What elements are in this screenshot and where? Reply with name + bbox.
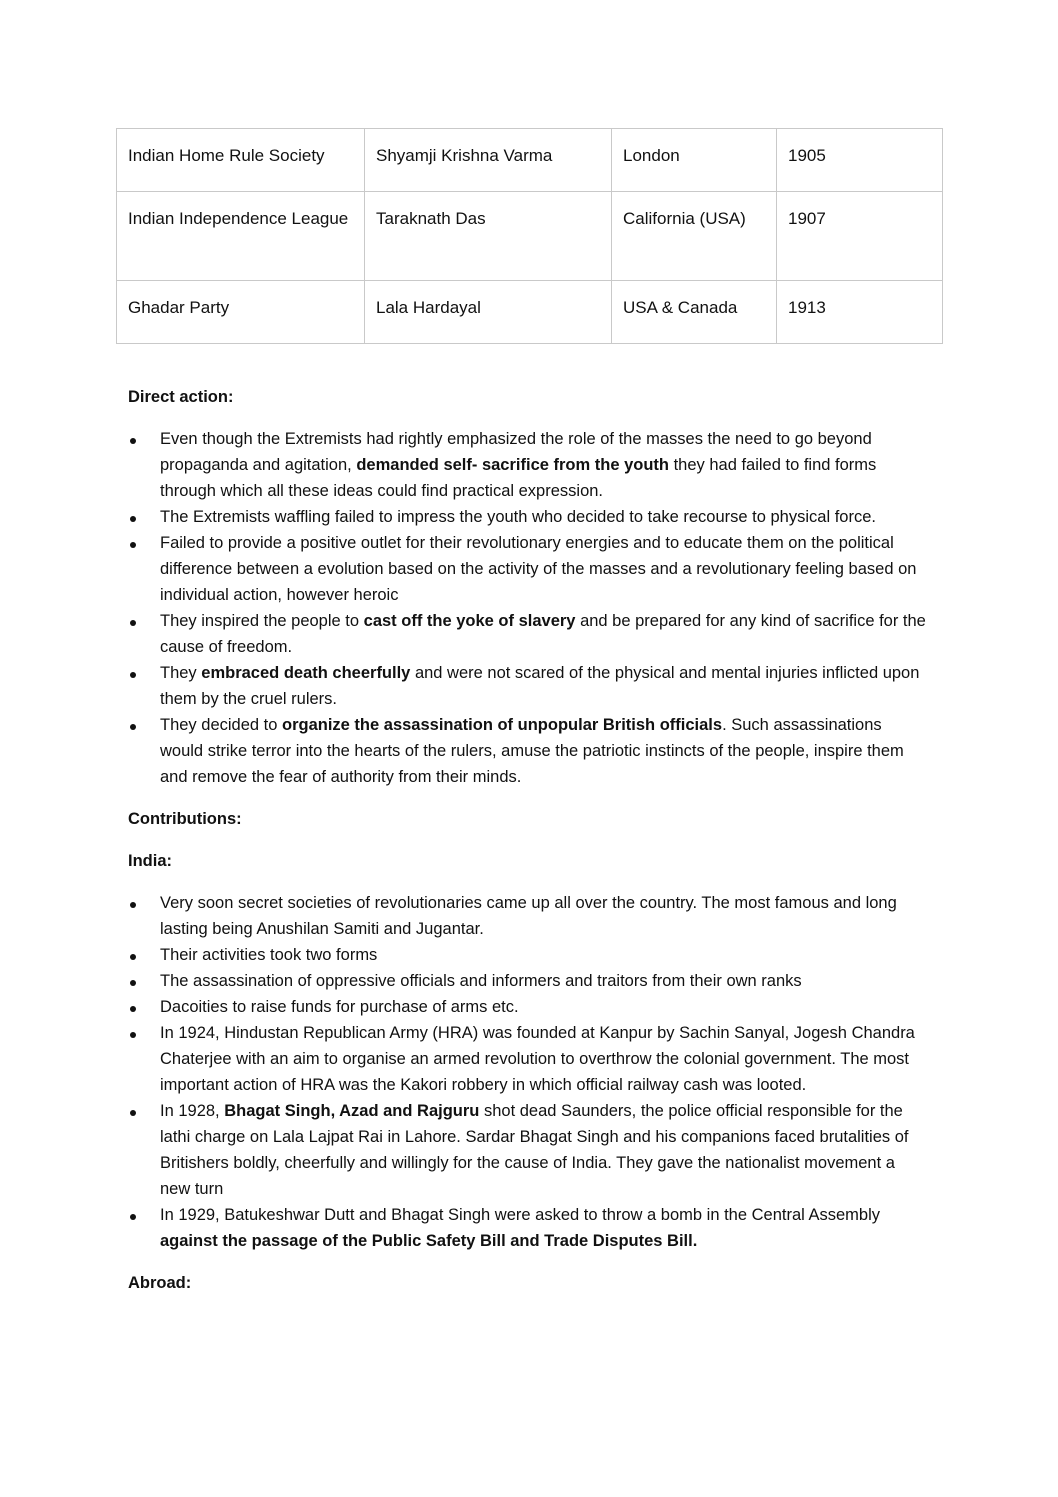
bullet-icon: [130, 542, 136, 548]
list-item: In 1924, Hindustan Republican Army (HRA) was founded at Kanpur by Sachin Sanyal, Jogesh Chandra Chaterjee with an aim to organise an armed revolution to overthrow the colonial government. The most important action of HRA was the Kakori robbery in which official railway cash was looted.: [128, 1020, 928, 1098]
year-cell: 1913: [777, 281, 943, 344]
founder-cell: Taraknath Das: [365, 192, 612, 281]
location-cell: USA & Canada: [612, 281, 777, 344]
bullet-icon: [130, 1006, 136, 1012]
india-heading: India:: [128, 852, 172, 870]
bullet-icon: [130, 724, 136, 730]
list-item: In 1928, Bhagat Singh, Azad and Rajguru shot dead Saunders, the police official responsible for the lathi charge on Lala Lajpat Rai in Lahore. Sardar Bhagat Singh and his companions faced brutalities of Britishers boldly, cheerfully and willingly for the cause of India. They gave the nationalist movement a new turn: [128, 1098, 928, 1202]
organization-cell: Indian Independence League: [117, 192, 365, 281]
founder-cell: Shyamji Krishna Varma: [365, 129, 612, 192]
founder-cell: Lala Hardayal: [365, 281, 612, 344]
bullet-icon: [130, 620, 136, 626]
direct-action-heading: Direct action:: [128, 388, 234, 406]
bullet-icon: [130, 954, 136, 960]
bullet-icon: [130, 516, 136, 522]
list-item: Very soon secret societies of revolutionaries came up all over the country. The most famous and long lasting being Anushilan Samiti and Jugantar.: [128, 890, 928, 942]
year-cell: 1907: [777, 192, 943, 281]
bullet-icon: [130, 980, 136, 986]
table-row: [117, 281, 943, 344]
list-item: The Extremists waffling failed to impress the youth who decided to take recourse to physical force.: [128, 504, 928, 530]
list-item: Dacoities to raise funds for purchase of arms etc.: [128, 994, 928, 1020]
list-item: They embraced death cheerfully and were not scared of the physical and mental injuries inflicted upon them by the cruel rulers.: [128, 660, 928, 712]
location-cell: London: [612, 129, 777, 192]
document-body: [128, 384, 928, 1296]
bullet-icon: [130, 1110, 136, 1116]
direct-action-list: [128, 426, 928, 790]
contributions-heading: Contributions:: [128, 810, 242, 828]
table-row: [117, 129, 943, 192]
organization-cell: Ghadar Party: [117, 281, 365, 344]
list-item: Failed to provide a positive outlet for their revolutionary energies and to educate them on the political difference between a evolution based on the activity of the masses and a revolutionary feeling based on individual action, however heroic: [128, 530, 928, 608]
location-cell: California (USA): [612, 192, 777, 281]
table-row: [117, 192, 943, 281]
abroad-heading: Abroad:: [128, 1274, 192, 1292]
list-item: They inspired the people to cast off the yoke of slavery and be prepared for any kind of sacrifice for the cause of freedom.: [128, 608, 928, 660]
list-item: In 1929, Batukeshwar Dutt and Bhagat Singh were asked to throw a bomb in the Central Assembly against the passage of the Public Safety Bill and Trade Disputes Bill.: [128, 1202, 928, 1254]
list-item: Even though the Extremists had rightly emphasized the role of the masses the need to go beyond propaganda and agitation, demanded self- sacrifice from the youth they had failed to find forms through which all these ideas could find practical expression.: [128, 426, 928, 504]
organization-cell: Indian Home Rule Society: [117, 129, 365, 192]
organizations-table: [116, 128, 943, 344]
india-list: [128, 890, 928, 1254]
bullet-icon: [130, 1214, 136, 1220]
bullet-icon: [130, 438, 136, 444]
list-item: The assassination of oppressive officials and informers and traitors from their own ranks: [128, 968, 928, 994]
list-item: Their activities took two forms: [128, 942, 928, 968]
year-cell: 1905: [777, 129, 943, 192]
bullet-icon: [130, 1032, 136, 1038]
bullet-icon: [130, 902, 136, 908]
list-item: They decided to organize the assassination of unpopular British officials. Such assassinations would strike terror into the hearts of the rulers, amuse the patriotic instincts of the people, inspire them and remove the fear of authority from their minds.: [128, 712, 928, 790]
bullet-icon: [130, 672, 136, 678]
